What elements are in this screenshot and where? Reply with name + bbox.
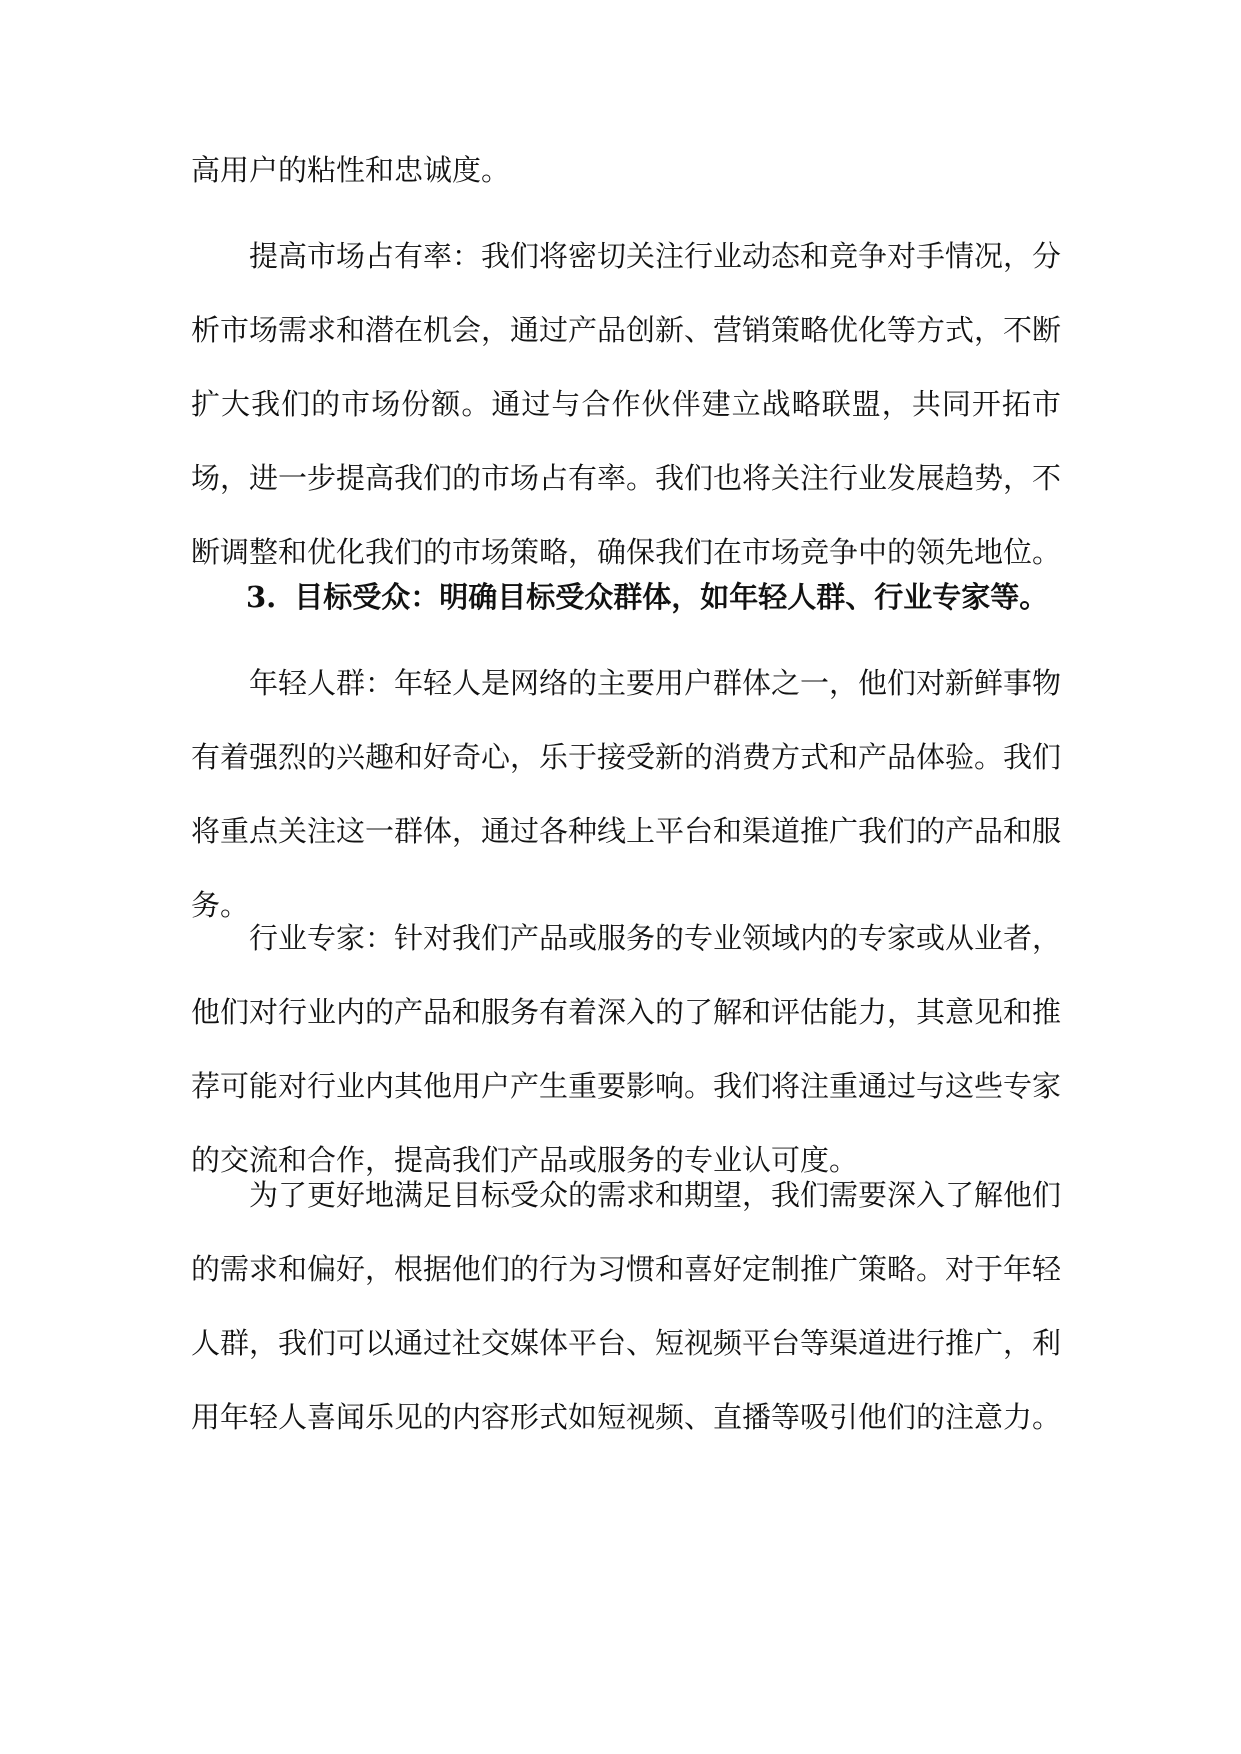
- section-number: 3.: [246, 580, 277, 614]
- paragraph-strategy: 为了更好地满足目标受众的需求和期望，我们需要深入了解他们的需求和偏好，根据他们的行为习惯和喜好定制推广策略。对于年轻人群，我们可以通过社交媒体平台、短视频平台等渠道进行推广，利用年轻人喜闻乐见的内容形式如短视频、直播等吸引他们的注意力。: [191, 1178, 1062, 1434]
- paragraph-continuation: 高用户的粘性和忠诚度。: [191, 153, 511, 187]
- paragraph-industry-experts: 行业专家：针对我们产品或服务的专业领域内的专家或从业者，他们对行业内的产品和服务有着深入的了解和评估能力，其意见和推荐可能对行业内其他用户产生重要影响。我们将注重通过与这些专家的交流和合作，提高我们产品或服务的专业认可度。: [191, 921, 1062, 1177]
- paragraph-young-audience: 年轻人群：年轻人是网络的主要用户群体之一，他们对新鲜事物有着强烈的兴趣和好奇心，乐于接受新的消费方式和产品体验。我们将重点关注这一群体，通过各种线上平台和渠道推广我们的产品和服务。: [191, 666, 1062, 922]
- section-heading: [246, 560, 1076, 634]
- section-title: 目标受众：明确目标受众群体，如年轻人群、行业专家等。: [294, 580, 1049, 614]
- paragraph-market-share: 提高市场占有率：我们将密切关注行业动态和竞争对手情况，分析市场需求和潜在机会，通过产品创新、营销策略优化等方式，不断扩大我们的市场份额。通过与合作伙伴建立战略联盟，共同开拓市场，进一步提高我们的市场占有率。我们也将关注行业发展趋势，不断调整和优化我们的市场策略，确保我们在市场竞争中的领先地位。: [191, 239, 1062, 569]
